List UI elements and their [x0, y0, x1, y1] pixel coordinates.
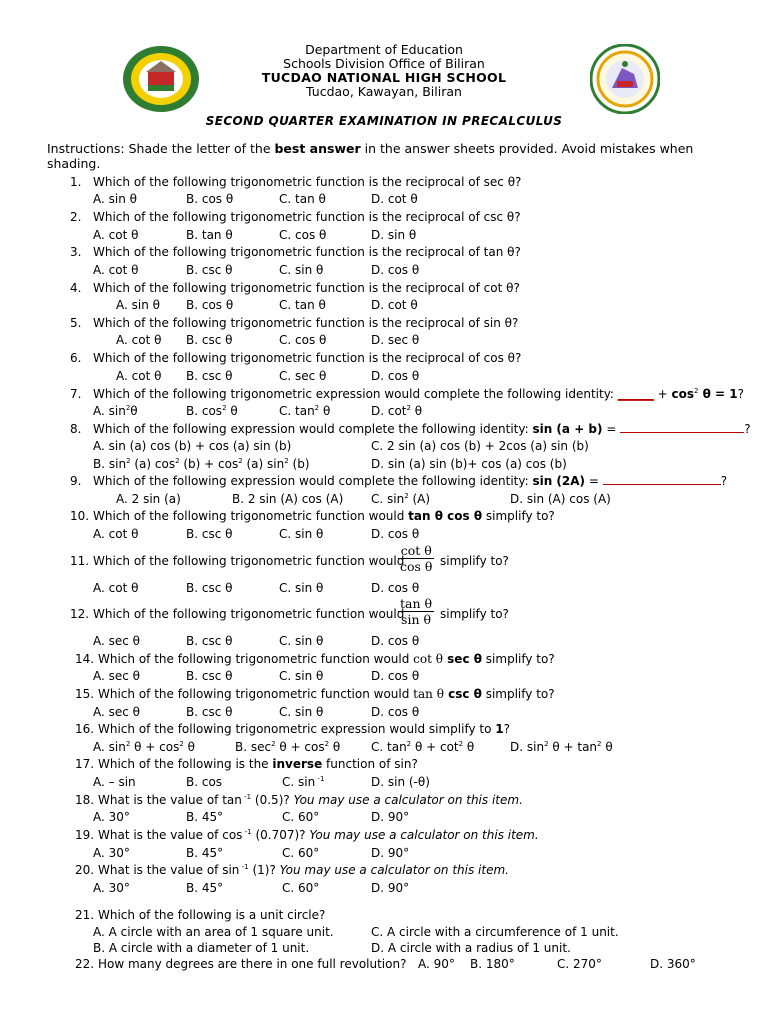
- choice-c: C. cos θ: [279, 228, 327, 242]
- question-text: Which of the following expression would complete the following identity: sin (a + b) = ?: [93, 422, 751, 436]
- question-number: 3.: [70, 245, 82, 259]
- instructions: Instructions: Shade the letter of the best answer in the answer sheets provided. Avoid mistakes when: [47, 141, 694, 156]
- choice-c: C. 60°: [282, 881, 320, 895]
- choice-b: B. csc θ: [186, 669, 233, 683]
- choice-a: A. 90°: [418, 957, 455, 971]
- choice-d: D. sec θ: [371, 333, 420, 347]
- choice-a: A. A circle with an area of 1 square unit.: [93, 925, 334, 939]
- choice-a: A. 30°: [93, 881, 130, 895]
- question-text: What is the value of tan $^{-1}$ (0.5)? You may use a calculator on this item.: [98, 793, 523, 807]
- choice-d: D. sin (A) cos (A): [510, 492, 611, 506]
- choice-a: A. 30°: [93, 810, 130, 824]
- choice-c: C. $\sin^2 (A)$: [371, 492, 431, 506]
- question-text: Which of the following trigonometric function would cot θ sec θ simplify to?: [98, 652, 555, 666]
- question-number: 10.: [70, 509, 90, 523]
- question-text: Which of the following is the inverse function of sin?: [98, 757, 418, 771]
- choice-c: C. $\tan^2 \theta + \cot^2 \theta$: [371, 740, 475, 754]
- choice-a: A. 2 sin (a): [116, 492, 181, 506]
- choice-d: D. sin (-θ): [371, 775, 430, 789]
- choice-c: C. sin θ: [279, 634, 324, 648]
- question-number: 14.: [75, 652, 95, 666]
- choice-c: C. 2 sin (a) cos (b) + 2cos (a) sin (b): [371, 439, 589, 453]
- choice-b: B. csc θ: [186, 369, 233, 383]
- choice-a: A. sin θ: [93, 192, 137, 206]
- instructions-line2: shading.: [47, 156, 101, 171]
- question-number: 8.: [70, 422, 82, 436]
- question-text: How many degrees are there in one full revolution?: [98, 957, 407, 971]
- choice-b: B. 180°: [470, 957, 515, 971]
- choice-d: D. cot θ: [371, 298, 418, 312]
- choice-d: D. cos θ: [371, 369, 420, 383]
- school-address: Tucdao, Kawayan, Biliran: [306, 84, 462, 99]
- choice-d: D. sin θ: [371, 228, 417, 242]
- answer-blank: [620, 423, 744, 433]
- question-text-end: simplify to?: [440, 607, 509, 621]
- choice-a: A. cot θ: [116, 369, 162, 383]
- exam-title: SECOND QUARTER EXAMINATION IN PRECALCULUS: [205, 114, 563, 128]
- choice-b: B. csc θ: [186, 705, 233, 719]
- question-number: 17.: [75, 757, 95, 771]
- school-name: TUCDAO NATIONAL HIGH SCHOOL: [261, 70, 507, 85]
- choice-d: D. sin (a) sin (b)+ cos (a) cos (b): [371, 457, 567, 471]
- choice-b: B. 45°: [186, 810, 224, 824]
- question-number: 16.: [75, 722, 95, 736]
- question-number: 20.: [75, 863, 95, 877]
- choice-c: C. sin θ: [279, 581, 324, 595]
- question-number: 19.: [75, 828, 95, 842]
- question-text: Which of the following trigonometric function would tan θ cos θ simplify to?: [93, 509, 555, 523]
- choice-b: B. 2 sin (A) cos (A): [232, 492, 344, 506]
- question-text: What is the value of sin $^{-1}$ (1)? You may use a calculator on this item.: [98, 863, 509, 877]
- choice-b: B. $\sec^2 \theta + \cos^2 \theta$: [235, 740, 341, 754]
- choice-d: D. $\sin^2 \theta + \tan^2 \theta$: [510, 740, 613, 754]
- choice-b: B. csc θ: [186, 333, 233, 347]
- choice-c: C. cos θ: [279, 333, 327, 347]
- choice-c: C. 60°: [282, 810, 320, 824]
- choice-d: D. 90°: [371, 846, 410, 860]
- fraction: cot θ cos θ: [400, 543, 433, 575]
- choice-b: B. tan θ: [186, 228, 233, 242]
- question-number: 12.: [70, 607, 90, 621]
- choice-a: A. sin (a) cos (b) + cos (a) sin (b): [93, 439, 292, 453]
- question-number: 15.: [75, 687, 95, 701]
- question-number: 9.: [70, 474, 82, 488]
- choice-a: A. – sin: [93, 775, 136, 789]
- choice-b: B. A circle with a diameter of 1 unit.: [93, 941, 310, 955]
- choice-b: B. 45°: [186, 846, 224, 860]
- choice-a: A. sec θ: [93, 634, 141, 648]
- choice-d: D. cot θ: [371, 192, 418, 206]
- choice-c: C. 60°: [282, 846, 320, 860]
- question-text: Which of the following is a unit circle?: [98, 908, 326, 922]
- choice-d: D. 360°: [650, 957, 696, 971]
- question-text: Which of the following trigonometric function is the reciprocal of cot θ?: [93, 281, 520, 295]
- choice-d: D. A circle with a radius of 1 unit.: [371, 941, 571, 955]
- choice-d: D. 90°: [371, 810, 410, 824]
- question-number: 7.: [70, 387, 82, 401]
- choice-a: A. $\sin^2 \theta + \cos^2 \theta$: [93, 740, 195, 754]
- question-number: 6.: [70, 351, 82, 365]
- choice-a: A. sec θ: [93, 669, 141, 683]
- choice-a: A. sin θ: [116, 298, 160, 312]
- choice-d: D. cos θ: [371, 527, 420, 541]
- question-number: 21.: [75, 908, 95, 922]
- choice-c: C. sin $^{-1}$: [282, 775, 325, 789]
- choice-d: D. cos θ: [371, 263, 420, 277]
- choice-d: D. cos θ: [371, 705, 420, 719]
- choice-c: C. sin θ: [279, 527, 324, 541]
- question-number: 18.: [75, 793, 95, 807]
- choice-d: D. $\cot^2 \theta$: [371, 404, 423, 418]
- choice-b: B. csc θ: [186, 263, 233, 277]
- choice-c: C. sin θ: [279, 705, 324, 719]
- choice-b: B. cos θ: [186, 298, 234, 312]
- choice-b: B. 45°: [186, 881, 224, 895]
- choice-d: D. cos θ: [371, 581, 420, 595]
- answer-blank: ______: [617, 387, 654, 401]
- question-text: Which of the following trigonometric function is the reciprocal of csc θ?: [93, 210, 521, 224]
- question-text: Which of the following trigonometric expression would complete the following identity: ______ + $\cos^2 \theta = 1$?: [93, 387, 745, 401]
- choice-d: D. cos θ: [371, 634, 420, 648]
- choice-d: D. 90°: [371, 881, 410, 895]
- question-text: Which of the following trigonometric expression would simplify to 1?: [98, 722, 510, 736]
- choice-a: A. sec θ: [93, 705, 141, 719]
- question-text: Which of the following trigonometric function would: [93, 607, 405, 621]
- department-name: Department of Education: [305, 42, 463, 57]
- choice-a: A. cot θ: [93, 581, 139, 595]
- choice-b: B. csc θ: [186, 581, 233, 595]
- question-number: 1.: [70, 175, 82, 189]
- choice-b: B. $\sin^2 (a)$ $\cos^2 (b) + \cos^2 (a)$ $\sin^2 (b)$: [93, 457, 310, 471]
- division-office: Schools Division Office of Biliran: [283, 56, 485, 71]
- choice-c: C. 270°: [557, 957, 602, 971]
- choice-c: C. A circle with a circumference of 1 unit.: [371, 925, 619, 939]
- question-number: 4.: [70, 281, 82, 295]
- fraction: tan θ sin θ: [400, 596, 433, 628]
- question-text: Which of the following trigonometric function would tan θ csc θ simplify to?: [98, 687, 555, 701]
- question-number: 2.: [70, 210, 82, 224]
- choice-c: C. tan θ: [279, 192, 326, 206]
- choice-c: C. $\tan^2 \theta$: [279, 404, 331, 418]
- question-text: Which of the following trigonometric function would: [93, 554, 405, 568]
- question-text: Which of the following trigonometric function is the reciprocal of sec θ?: [93, 175, 522, 189]
- question-number: 5.: [70, 316, 82, 330]
- choice-c: C. sin θ: [279, 669, 324, 683]
- choice-a: A. 30°: [93, 846, 130, 860]
- question-number: 11.: [70, 554, 90, 568]
- choice-b: B. cos: [186, 775, 223, 789]
- question-text: Which of the following trigonometric function is the reciprocal of sin θ?: [93, 316, 519, 330]
- choice-b: B. csc θ: [186, 527, 233, 541]
- question-text: What is the value of cos $^{-1}$ (0.707)? You may use a calculator on this item.: [98, 828, 539, 842]
- question-text: Which of the following expression would complete the following identity: sin (2A) = ?: [93, 474, 728, 488]
- choice-c: C. sec θ: [279, 369, 327, 383]
- question-text: Which of the following trigonometric function is the reciprocal of cos θ?: [93, 351, 522, 365]
- choice-b: B. $\cos^2 \theta$: [186, 404, 238, 418]
- choice-d: D. cos θ: [371, 669, 420, 683]
- choice-b: B. cos θ: [186, 192, 234, 206]
- answer-blank: [603, 475, 721, 485]
- choice-a: A. cot θ: [93, 228, 139, 242]
- choice-a: A. cot θ: [116, 333, 162, 347]
- question-number: 22.: [75, 957, 95, 971]
- choice-c: C. sin θ: [279, 263, 324, 277]
- choice-a: A. $\sin^2\theta$: [93, 404, 138, 418]
- question-text: Which of the following trigonometric function is the reciprocal of tan θ?: [93, 245, 521, 259]
- choice-b: B. csc θ: [186, 634, 233, 648]
- choice-c: C. tan θ: [279, 298, 326, 312]
- choice-a: A. cot θ: [93, 527, 139, 541]
- choice-a: A. cot θ: [93, 263, 139, 277]
- question-text-end: simplify to?: [440, 554, 509, 568]
